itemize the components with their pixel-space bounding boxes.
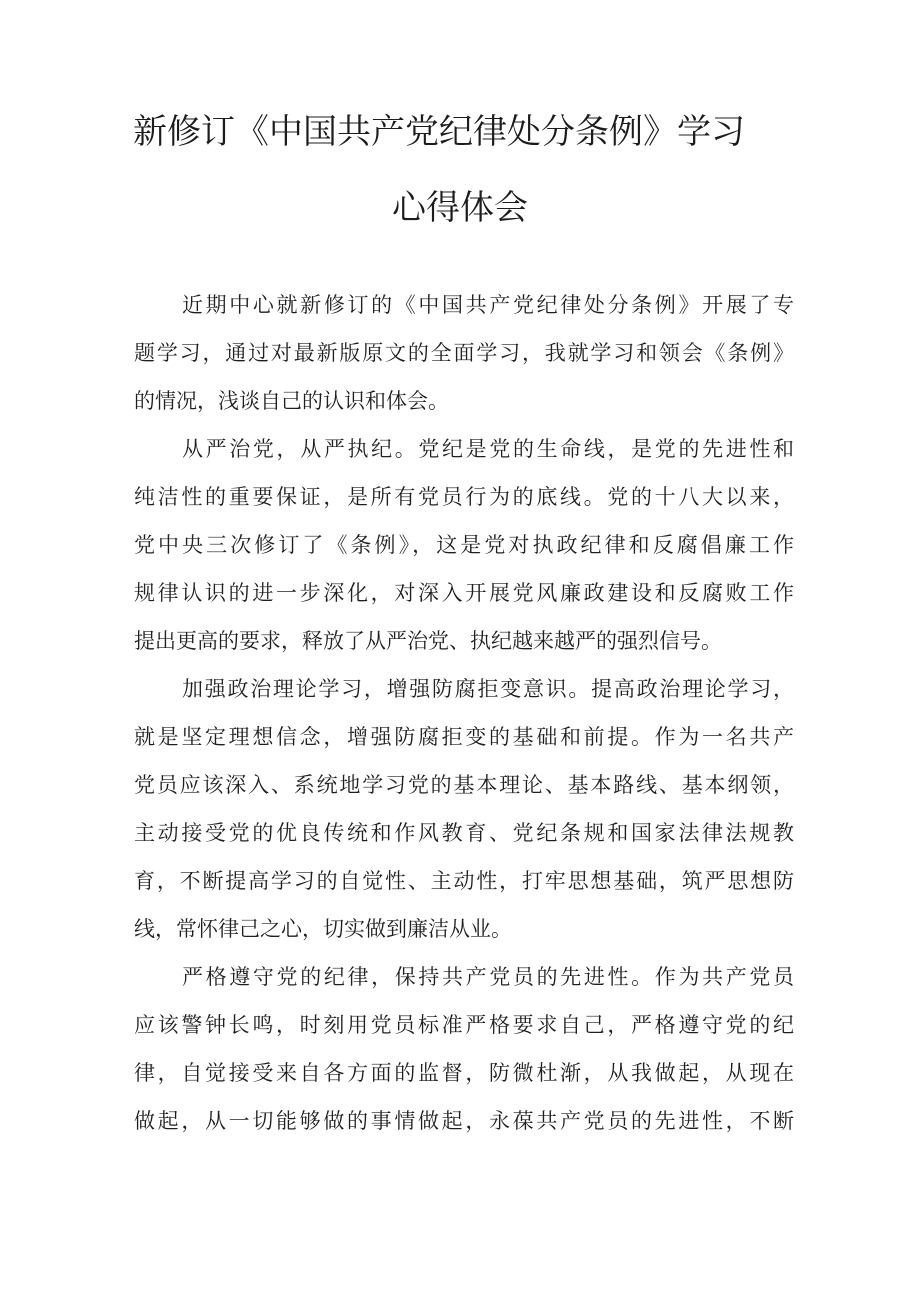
body-line: 党中央三次修订了《条例》，这是党对执政纪律和反腐倡廉工作	[134, 533, 794, 557]
body-line: 线，常怀律己之心，切实做到廉洁从业。	[134, 917, 512, 941]
body-line: 育，不断提高学习的自觉性、主动性，打牢思想基础，筑严思想防	[134, 869, 794, 893]
body-line: 主动接受党的优良传统和作风教育、党纪条规和国家法律法规教	[134, 821, 794, 845]
body-line: 就是坚定理想信念，增强防腐拒变的基础和前提。作为一名共产	[134, 725, 794, 749]
body-line: 应该警钟长鸣，时刻用党员标准严格要求自己，严格遵守党的纪	[134, 1013, 794, 1037]
body-line: 律，自觉接受来自各方面的监督，防微杜渐，从我做起，从现在	[134, 1061, 794, 1085]
body-line: 严格遵守党的纪律，保持共产党员的先进性。作为共产党员	[182, 965, 794, 989]
body-line: 题学习，通过对最新版原文的全面学习，我就学习和领会《条例》	[134, 341, 794, 365]
body-line: 从严治党，从严执纪。党纪是党的生命线，是党的先进性和	[182, 437, 794, 461]
body-line: 加强政治理论学习，增强防腐拒变意识。提高政治理论学习，	[182, 677, 794, 701]
body-line: 的情况，浅谈自己的认识和体会。	[134, 389, 449, 413]
document-title-line-2: 心得体会	[392, 188, 528, 228]
body-line: 做起，从一切能够做的事情做起，永葆共产党员的先进性，不断	[134, 1109, 794, 1133]
body-line: 纯洁性的重要保证，是所有党员行为的底线。党的十八大以来，	[134, 485, 794, 509]
body-line: 近期中心就新修订的《中国共产党纪律处分条例》开展了专	[182, 293, 794, 317]
body-line: 规律认识的进一步深化，对深入开展党风廉政建设和反腐败工作	[134, 581, 794, 605]
body-line: 党员应该深入、系统地学习党的基本理论、基本路线、基本纲领，	[134, 773, 794, 797]
document-body	[134, 281, 794, 1145]
document-title-line-1: 新修订《中国共产党纪律处分条例》学习	[133, 112, 745, 152]
body-line: 提出更高的要求，释放了从严治党、执纪越来越严的强烈信号。	[134, 629, 722, 653]
